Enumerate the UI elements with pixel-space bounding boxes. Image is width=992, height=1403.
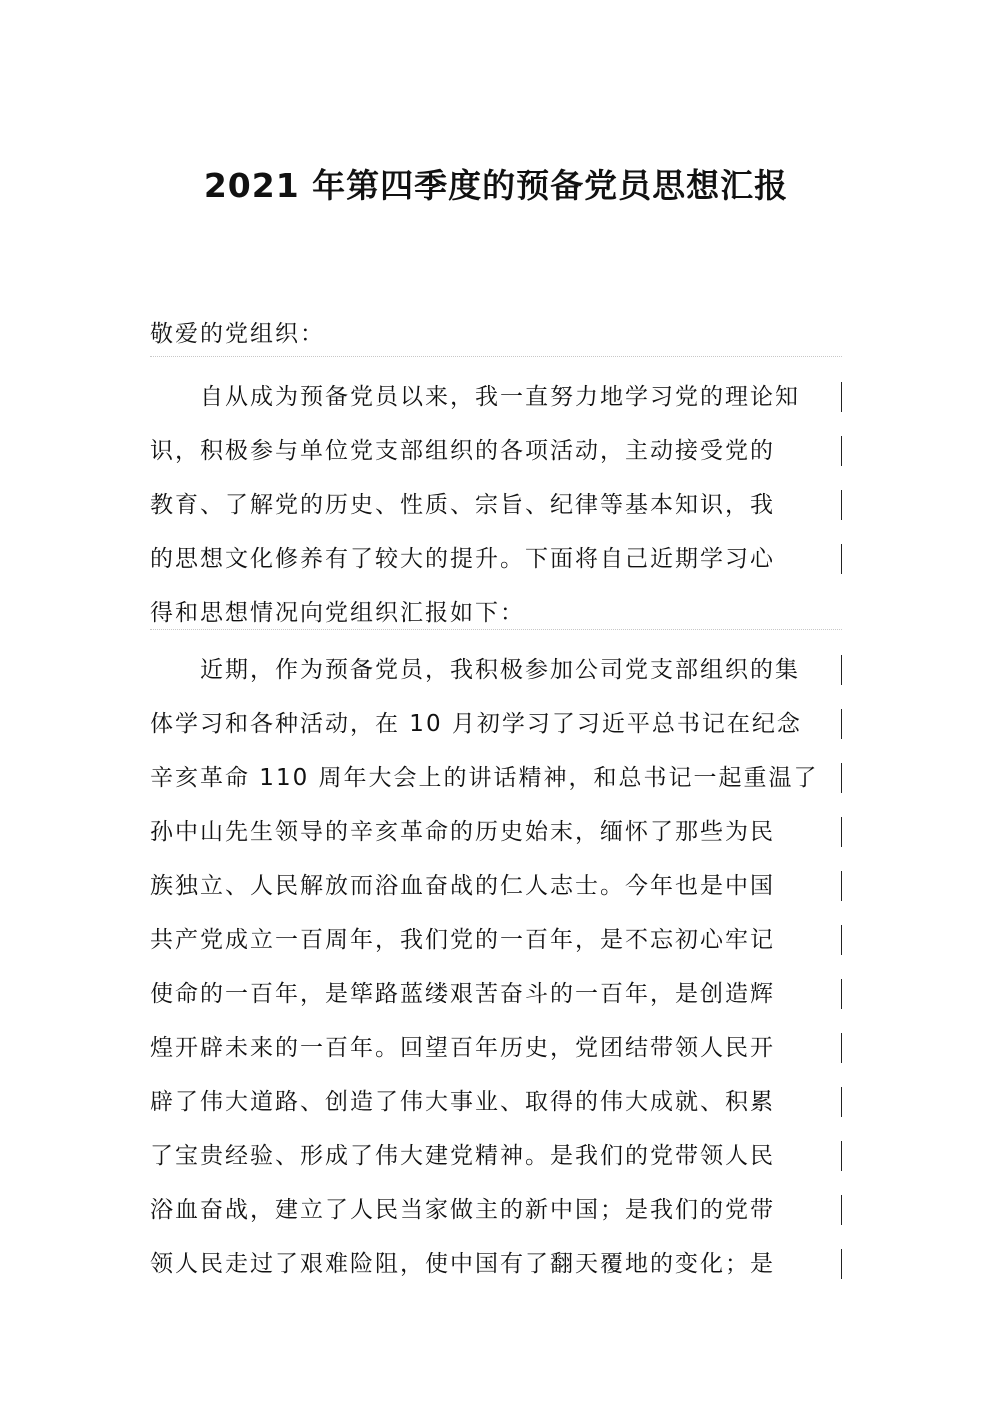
section-separator bbox=[150, 629, 842, 630]
line-end-mark bbox=[841, 979, 842, 1009]
paragraph-line: 的思想文化修养有了较大的提升。下面将自己近期学习心 bbox=[150, 532, 842, 586]
line-end-mark bbox=[841, 1195, 842, 1225]
line-end-mark bbox=[841, 763, 842, 793]
paragraph-line: 体学习和各种活动，在 10 月初学习了习近平总书记在纪念 bbox=[150, 697, 842, 751]
line-end-mark bbox=[841, 490, 842, 520]
line-end-mark bbox=[841, 1141, 842, 1171]
paragraph-line: 辟了伟大道路、创造了伟大事业、取得的伟大成就、积累 bbox=[150, 1075, 842, 1129]
line-end-mark bbox=[841, 817, 842, 847]
paragraph-line: 孙中山先生领导的辛亥革命的历史始末，缅怀了那些为民 bbox=[150, 805, 842, 859]
line-end-mark bbox=[841, 1087, 842, 1117]
section-separator bbox=[150, 356, 842, 357]
line-end-mark bbox=[841, 925, 842, 955]
paragraph-2 bbox=[150, 643, 850, 1291]
paragraph-line: 识，积极参与单位党支部组织的各项活动，主动接受党的 bbox=[150, 424, 842, 478]
line-end-mark bbox=[841, 382, 842, 412]
paragraph-line: 教育、了解党的历史、性质、宗旨、纪律等基本知识，我 bbox=[150, 478, 842, 532]
paragraph-line: 近期，作为预备党员，我积极参加公司党支部组织的集 bbox=[150, 643, 842, 697]
paragraph-1 bbox=[150, 370, 850, 640]
paragraph-line: 得和思想情况向党组织汇报如下： bbox=[150, 600, 525, 626]
line-end-mark bbox=[841, 709, 842, 739]
line-end-mark bbox=[841, 544, 842, 574]
line-end-mark bbox=[841, 436, 842, 466]
paragraph-line: 辛亥革命 110 周年大会上的讲话精神，和总书记一起重温了 bbox=[150, 751, 842, 805]
salutation: 敬爱的党组织： bbox=[150, 321, 325, 347]
paragraph-line: 自从成为预备党员以来，我一直努力地学习党的理论知 bbox=[150, 370, 842, 424]
paragraph-line: 领人民走过了艰难险阻，使中国有了翻天覆地的变化；是 bbox=[150, 1237, 842, 1291]
line-end-mark bbox=[841, 1249, 842, 1279]
paragraph-line: 共产党成立一百周年，我们党的一百年，是不忘初心牢记 bbox=[150, 913, 842, 967]
paragraph-line: 使命的一百年，是筚路蓝缕艰苦奋斗的一百年，是创造辉 bbox=[150, 967, 842, 1021]
line-end-mark bbox=[841, 871, 842, 901]
paragraph-line: 族独立、人民解放而浴血奋战的仁人志士。今年也是中国 bbox=[150, 859, 842, 913]
paragraph-line: 了宝贵经验、形成了伟大建党精神。是我们的党带领人民 bbox=[150, 1129, 842, 1183]
line-end-mark bbox=[841, 655, 842, 685]
paragraph-line: 浴血奋战，建立了人民当家做主的新中国；是我们的党带 bbox=[150, 1183, 842, 1237]
document-title: 2021 年第四季度的预备党员思想汇报 bbox=[203, 166, 789, 205]
paragraph-line: 煌开辟未来的一百年。回望百年历史，党团结带领人民开 bbox=[150, 1021, 842, 1075]
line-end-mark bbox=[841, 1033, 842, 1063]
